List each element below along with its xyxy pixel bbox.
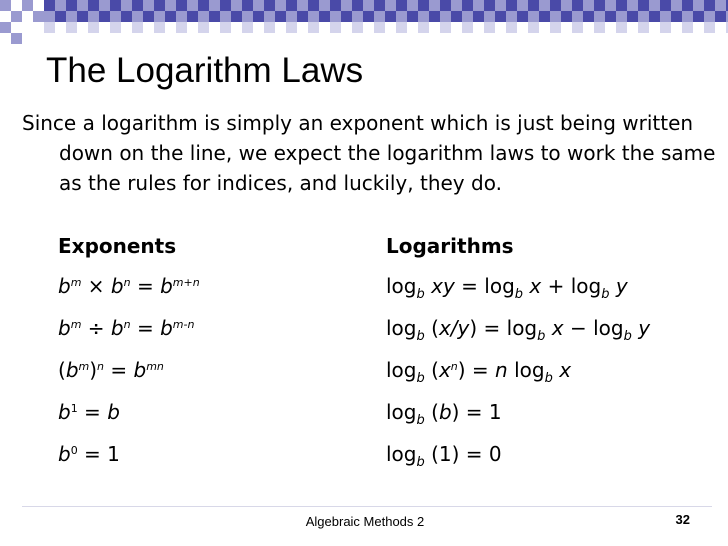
- top-bar-tile: [671, 11, 682, 22]
- top-bar-tile: [33, 11, 44, 22]
- top-bar-tile: [517, 11, 528, 22]
- top-bar-tile: [231, 33, 242, 44]
- footer-text: Algebraic Methods 2: [305, 514, 425, 529]
- top-bar-tile: [165, 33, 176, 44]
- top-bar-tile: [385, 0, 396, 11]
- top-bar-tile: [561, 33, 572, 44]
- top-bar-tile: [242, 22, 253, 33]
- top-bar-tile: [704, 22, 715, 33]
- top-bar-tile: [264, 22, 275, 33]
- top-bar-tile: [418, 33, 429, 44]
- top-bar-tile: [286, 22, 297, 33]
- top-bar-tile: [11, 0, 22, 11]
- top-bar-tile: [176, 33, 187, 44]
- top-bar-tile: [308, 33, 319, 44]
- log-rule-power: $\log_b (x^n) = n$ $\log_b x$: [386, 358, 572, 386]
- top-bar-tile: [627, 0, 638, 11]
- top-bar-tile: [77, 33, 88, 44]
- top-bar-tile: [330, 22, 341, 33]
- top-bar-tile: [187, 11, 198, 22]
- top-bar-tile: [396, 33, 407, 44]
- top-bar-tile: [484, 22, 495, 33]
- top-bar-tile: [209, 0, 220, 11]
- top-bar-tile: [418, 0, 429, 11]
- top-bar-tile: [319, 33, 330, 44]
- top-bar-tile: [682, 0, 693, 11]
- log-rule-quotient: $\log_b (x/y) = \log_b x - \log_b y$: [386, 316, 651, 344]
- top-bar-tile: [198, 22, 209, 33]
- top-bar-tile: [231, 22, 242, 33]
- decorative-top-bar: [0, 0, 728, 44]
- top-bar-tile: [198, 33, 209, 44]
- top-bar-tile: [165, 0, 176, 11]
- page-number: 32: [675, 512, 690, 527]
- top-bar-tile: [341, 22, 352, 33]
- top-bar-tile: [385, 11, 396, 22]
- top-bar-tile: [594, 0, 605, 11]
- top-bar-tile: [176, 0, 187, 11]
- top-bar-tile: [242, 33, 253, 44]
- top-bar-tile: [418, 22, 429, 33]
- top-bar-tile: [209, 22, 220, 33]
- top-bar-tile: [682, 33, 693, 44]
- top-bar-tile: [209, 11, 220, 22]
- top-bar-tile: [352, 33, 363, 44]
- top-bar-tile: [550, 33, 561, 44]
- top-bar-tile: [583, 22, 594, 33]
- log-rule-product: $\log_b$ xy = $\log_b x + \log_b y$: [386, 274, 628, 302]
- top-bar-tile: [528, 22, 539, 33]
- top-bar-tile: [121, 33, 132, 44]
- top-bar-tile: [220, 22, 231, 33]
- top-bar-tile: [704, 33, 715, 44]
- top-bar-tile: [55, 11, 66, 22]
- top-bar-tile: [506, 11, 517, 22]
- top-bar-tile: [77, 11, 88, 22]
- top-bar-tile: [330, 11, 341, 22]
- top-bar-tile: [396, 22, 407, 33]
- top-bar-tile: [275, 22, 286, 33]
- top-bar-tile: [330, 0, 341, 11]
- top-bar-tile: [319, 0, 330, 11]
- top-bar-tile: [660, 11, 671, 22]
- top-bar-tile: [132, 22, 143, 33]
- top-bar-tile: [55, 0, 66, 11]
- top-bar-tile: [451, 11, 462, 22]
- top-bar-tile: [286, 11, 297, 22]
- top-bar-tile: [88, 11, 99, 22]
- top-bar-tile: [154, 0, 165, 11]
- top-bar-tile: [660, 33, 671, 44]
- top-bar-tile: [44, 11, 55, 22]
- top-bar-tile: [44, 33, 55, 44]
- top-bar-tile: [693, 33, 704, 44]
- top-bar-tile: [539, 22, 550, 33]
- top-bar-tile: [132, 33, 143, 44]
- top-bar-tile: [165, 11, 176, 22]
- top-bar-tile: [462, 11, 473, 22]
- top-bar-tile: [55, 22, 66, 33]
- top-bar-tile: [429, 33, 440, 44]
- top-bar-tile: [110, 33, 121, 44]
- top-bar-tile: [187, 33, 198, 44]
- top-bar-tile: [99, 0, 110, 11]
- top-bar-tile: [198, 11, 209, 22]
- top-bar-tile: [330, 33, 341, 44]
- top-bar-tile: [154, 11, 165, 22]
- top-bar-tile: [583, 33, 594, 44]
- top-bar-tile: [682, 22, 693, 33]
- top-bar-tile: [33, 0, 44, 11]
- top-bar-tile: [506, 33, 517, 44]
- top-bar-tile: [440, 33, 451, 44]
- footer-divider: [22, 506, 712, 507]
- top-bar-tile: [572, 11, 583, 22]
- top-bar-tile: [220, 0, 231, 11]
- top-bar-tile: [715, 11, 726, 22]
- top-bar-tile: [99, 11, 110, 22]
- top-bar-tile: [605, 0, 616, 11]
- top-bar-tile: [253, 22, 264, 33]
- top-bar-tile: [638, 22, 649, 33]
- top-bar-tile: [638, 11, 649, 22]
- top-bar-tile: [440, 22, 451, 33]
- top-bar-tile: [297, 22, 308, 33]
- top-bar-tile: [407, 11, 418, 22]
- top-bar-tile: [649, 11, 660, 22]
- top-bar-tile: [220, 33, 231, 44]
- top-bar-tile: [66, 11, 77, 22]
- top-bar-tile: [374, 22, 385, 33]
- intro-paragraph: Since a logarithm is simply an exponent which is just being written down on the line, we expect the logarithm laws to work the same as the rules for indices, and luckily, they do.: [22, 111, 716, 195]
- top-bar-tile: [473, 33, 484, 44]
- top-bar-tile: [143, 33, 154, 44]
- top-bar-tile: [308, 11, 319, 22]
- top-bar-tile: [715, 22, 726, 33]
- top-bar-tile: [187, 22, 198, 33]
- top-bar-tile: [495, 0, 506, 11]
- top-bar-tile: [627, 33, 638, 44]
- top-bar-tile: [396, 11, 407, 22]
- top-bar-tile: [660, 22, 671, 33]
- top-bar-tile: [550, 11, 561, 22]
- top-bar-tile: [22, 22, 33, 33]
- top-bar-tile: [495, 11, 506, 22]
- top-bar-tile: [286, 33, 297, 44]
- top-bar-tile: [374, 0, 385, 11]
- top-bar-tile: [264, 0, 275, 11]
- top-bar-tile: [132, 0, 143, 11]
- top-bar-tile: [11, 33, 22, 44]
- top-bar-tile: [594, 22, 605, 33]
- top-bar-tile: [451, 0, 462, 11]
- top-bar-tile: [396, 0, 407, 11]
- top-bar-tile: [473, 22, 484, 33]
- top-bar-tile: [451, 22, 462, 33]
- top-bar-tile: [0, 22, 11, 33]
- top-bar-tile: [616, 22, 627, 33]
- top-bar-tile: [154, 33, 165, 44]
- top-bar-tile: [0, 11, 11, 22]
- top-bar-tile: [132, 11, 143, 22]
- top-bar-tile: [473, 0, 484, 11]
- top-bar-tile: [594, 33, 605, 44]
- top-bar-tile: [319, 11, 330, 22]
- top-bar-tile: [550, 22, 561, 33]
- top-bar-tile: [22, 33, 33, 44]
- top-bar-tile: [506, 0, 517, 11]
- top-bar-tile: [275, 11, 286, 22]
- top-bar-tile: [297, 0, 308, 11]
- top-bar-tile: [99, 33, 110, 44]
- top-bar-tile: [616, 11, 627, 22]
- top-bar-tile: [231, 11, 242, 22]
- top-bar-tile: [0, 0, 11, 11]
- top-bar-tile: [341, 0, 352, 11]
- top-bar-tile: [66, 22, 77, 33]
- top-bar-tile: [704, 0, 715, 11]
- top-bar-tile: [671, 0, 682, 11]
- top-bar-tile: [110, 11, 121, 22]
- top-bar-tile: [572, 33, 583, 44]
- top-bar-tile: [495, 33, 506, 44]
- top-bar-tile: [462, 22, 473, 33]
- top-bar-tile: [561, 22, 572, 33]
- top-bar-tile: [264, 33, 275, 44]
- top-bar-tile: [231, 0, 242, 11]
- top-bar-tile: [253, 0, 264, 11]
- top-bar-tile: [506, 22, 517, 33]
- top-bar-tile: [418, 11, 429, 22]
- top-bar-tile: [363, 22, 374, 33]
- top-bar-tile: [110, 22, 121, 33]
- top-bar-tile: [143, 0, 154, 11]
- top-bar-tile: [88, 33, 99, 44]
- top-bar-tile: [561, 0, 572, 11]
- top-bar-tile: [11, 11, 22, 22]
- exponent-rule-identity: $b^1 = b$: [58, 400, 120, 424]
- top-bar-tile: [605, 33, 616, 44]
- top-bar-tile: [561, 11, 572, 22]
- top-bar-tile: [374, 11, 385, 22]
- top-bar-tile: [165, 22, 176, 33]
- slide-title: The Logarithm Laws: [46, 51, 364, 90]
- top-bar-tile: [605, 11, 616, 22]
- exponent-rule-zero: $b^0 = 1$: [58, 442, 120, 466]
- top-bar-tile: [484, 11, 495, 22]
- top-bar-tile: [44, 0, 55, 11]
- top-bar-tile: [671, 22, 682, 33]
- top-bar-tile: [385, 22, 396, 33]
- top-bar-tile: [484, 33, 495, 44]
- top-bar-tile: [495, 22, 506, 33]
- top-bar-tile: [649, 33, 660, 44]
- top-bar-tile: [660, 0, 671, 11]
- top-bar-tile: [44, 22, 55, 33]
- top-bar-tile: [539, 33, 550, 44]
- top-bar-tile: [242, 11, 253, 22]
- top-bar-tile: [627, 11, 638, 22]
- top-bar-tile: [528, 33, 539, 44]
- top-bar-tile: [341, 33, 352, 44]
- top-bar-tile: [88, 0, 99, 11]
- top-bar-tile: [473, 11, 484, 22]
- top-bar-tile: [242, 0, 253, 11]
- top-bar-tile: [462, 33, 473, 44]
- top-bar-tile: [275, 0, 286, 11]
- top-bar-tile: [649, 0, 660, 11]
- top-bar-tile: [429, 11, 440, 22]
- top-bar-tile: [209, 33, 220, 44]
- exponent-rule-quotient: $b^m \div b^n = b^{m-n}$: [58, 316, 195, 340]
- top-bar-tile: [66, 33, 77, 44]
- logarithms-header: Logarithms: [386, 234, 514, 258]
- top-bar-tile: [407, 0, 418, 11]
- top-bar-tile: [110, 0, 121, 11]
- top-bar-tile: [66, 0, 77, 11]
- top-bar-tile: [308, 0, 319, 11]
- top-bar-tile: [275, 33, 286, 44]
- top-bar-tile: [616, 33, 627, 44]
- top-bar-tile: [297, 11, 308, 22]
- top-bar-tile: [682, 11, 693, 22]
- top-bar-tile: [605, 22, 616, 33]
- exponent-rule-power: $(b^m)^n = b^{mn}$: [58, 358, 164, 382]
- top-bar-tile: [704, 11, 715, 22]
- top-bar-tile: [583, 0, 594, 11]
- top-bar-tile: [352, 0, 363, 11]
- top-bar-tile: [528, 0, 539, 11]
- top-bar-tile: [715, 0, 726, 11]
- top-bar-tile: [264, 11, 275, 22]
- top-bar-tile: [693, 11, 704, 22]
- top-bar-tile: [517, 0, 528, 11]
- top-bar-tile: [594, 11, 605, 22]
- top-bar-tile: [286, 0, 297, 11]
- top-bar-tile: [0, 33, 11, 44]
- top-bar-tile: [572, 0, 583, 11]
- top-bar-tile: [616, 0, 627, 11]
- top-bar-tile: [693, 0, 704, 11]
- top-bar-tile: [121, 22, 132, 33]
- top-bar-tile: [121, 11, 132, 22]
- top-bar-tile: [352, 22, 363, 33]
- top-bar-tile: [154, 22, 165, 33]
- top-bar-tile: [671, 33, 682, 44]
- top-bar-tile: [693, 22, 704, 33]
- top-bar-tile: [297, 33, 308, 44]
- top-bar-tile: [539, 11, 550, 22]
- top-bar-tile: [77, 0, 88, 11]
- top-bar-tile: [429, 0, 440, 11]
- top-bar-tile: [517, 22, 528, 33]
- top-bar-tile: [143, 22, 154, 33]
- top-bar-tile: [638, 0, 649, 11]
- top-bar-tile: [407, 22, 418, 33]
- top-bar-tile: [11, 22, 22, 33]
- top-bar-tile: [374, 33, 385, 44]
- top-bar-tile: [440, 11, 451, 22]
- top-bar-tile: [33, 33, 44, 44]
- top-bar-tile: [649, 22, 660, 33]
- top-bar-tile: [198, 0, 209, 11]
- top-bar-tile: [308, 22, 319, 33]
- top-bar-tile: [528, 11, 539, 22]
- top-bar-tile: [583, 11, 594, 22]
- top-bar-tile: [363, 33, 374, 44]
- top-bar-tile: [539, 0, 550, 11]
- top-bar-tile: [99, 22, 110, 33]
- top-bar-tile: [385, 33, 396, 44]
- top-bar-tile: [253, 33, 264, 44]
- top-bar-tile: [143, 11, 154, 22]
- log-rule-identity: $\log_b (b) = 1$: [386, 400, 502, 428]
- top-bar-tile: [176, 11, 187, 22]
- top-bar-tile: [363, 11, 374, 22]
- top-bar-tile: [352, 11, 363, 22]
- top-bar-tile: [572, 22, 583, 33]
- top-bar-tile: [517, 33, 528, 44]
- top-bar-tile: [440, 0, 451, 11]
- top-bar-tile: [363, 0, 374, 11]
- exponent-rule-product: $b^m \times b^n = b^{m+n}$: [58, 274, 200, 298]
- top-bar-tile: [715, 33, 726, 44]
- top-bar-tile: [451, 33, 462, 44]
- top-bar-tile: [187, 0, 198, 11]
- top-bar-tile: [55, 33, 66, 44]
- top-bar-tile: [627, 22, 638, 33]
- top-bar-tile: [407, 33, 418, 44]
- top-bar-tile: [638, 33, 649, 44]
- log-rule-zero: $\log_b (1) = 0$: [386, 442, 502, 470]
- top-bar-tile: [341, 11, 352, 22]
- top-bar-tile: [319, 22, 330, 33]
- top-bar-tile: [88, 22, 99, 33]
- top-bar-tile: [550, 0, 561, 11]
- top-bar-tile: [429, 22, 440, 33]
- top-bar-tile: [253, 11, 264, 22]
- top-bar-tile: [22, 0, 33, 11]
- top-bar-tile: [220, 11, 231, 22]
- top-bar-tile: [121, 0, 132, 11]
- top-bar-tile: [33, 22, 44, 33]
- top-bar-tile: [176, 22, 187, 33]
- top-bar-tile: [77, 22, 88, 33]
- top-bar-tile: [462, 0, 473, 11]
- top-bar-tile: [484, 0, 495, 11]
- top-bar-tile: [22, 11, 33, 22]
- exponents-header: Exponents: [58, 234, 177, 258]
